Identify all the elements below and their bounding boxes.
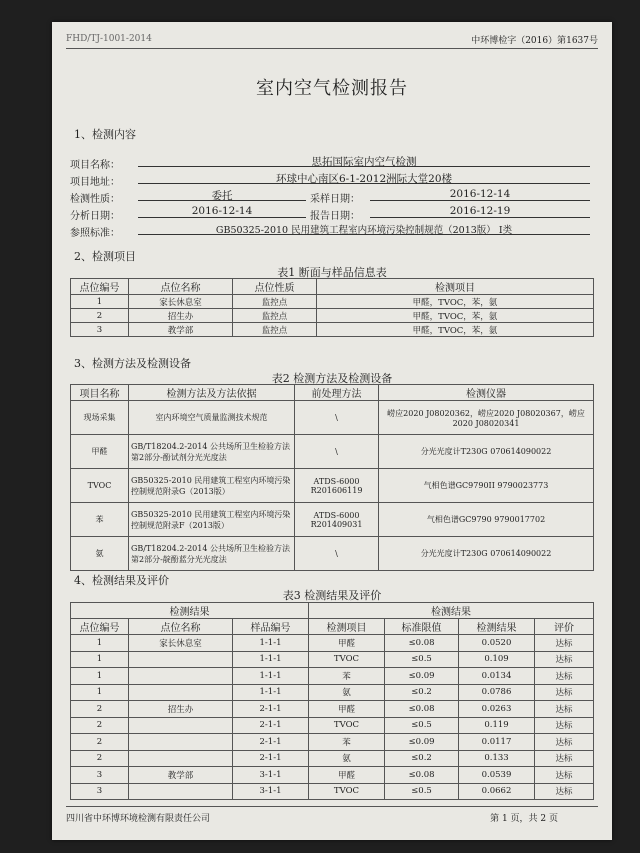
col-header: 点位性质 <box>233 279 317 295</box>
col-header: 检测方法及方法依据 <box>129 385 295 401</box>
cell: 0.0263 <box>459 701 535 718</box>
cell: ≤0.2 <box>385 750 459 767</box>
cell: ≤0.08 <box>385 701 459 718</box>
cell: ATDS-6000 R201606119 <box>295 469 379 503</box>
col-header: 项目名称 <box>71 385 129 401</box>
cell: GB/T18204.2-2014 公共场所卫生检验方法 第2部分-酚试剂分光光度法 <box>129 435 295 469</box>
cell: 室内环境空气质量监测技术规范 <box>129 401 295 435</box>
col-header: 点位名称 <box>129 619 233 635</box>
cell: 1-1-1 <box>233 651 309 668</box>
cell: 甲醛，TVOC，苯，氨 <box>317 309 594 323</box>
cell <box>129 750 233 767</box>
doc-code: FHD/TJ-1001-2014 <box>66 34 152 44</box>
standard-label: 参照标准： <box>70 228 120 239</box>
cell: 3 <box>71 323 129 337</box>
section-heading-items: 2、检测项目 <box>74 250 136 263</box>
cell: \ <box>295 401 379 435</box>
address-label: 项目地址： <box>70 177 120 188</box>
cell: 2 <box>71 750 129 767</box>
cell: 3 <box>71 783 129 800</box>
cell: GB50325-2010 民用建筑工程室内环境污染控制规范附录F（2013版） <box>129 503 295 537</box>
table-row <box>71 635 594 652</box>
cell: 监控点 <box>233 309 317 323</box>
page-header <box>66 32 598 49</box>
table-row <box>71 323 594 337</box>
results-table <box>70 602 594 800</box>
table-row <box>71 401 594 435</box>
col-header: 点位编号 <box>71 619 129 635</box>
table-row <box>71 435 594 469</box>
cell: 0.0539 <box>459 767 535 784</box>
cell <box>129 668 233 685</box>
col-header: 评价 <box>535 619 594 635</box>
table-row <box>71 717 594 734</box>
cell: 苯 <box>309 668 385 685</box>
table-row <box>71 684 594 701</box>
cell: 1 <box>71 651 129 668</box>
cell: 0.109 <box>459 651 535 668</box>
table1-caption: 表1 断面与样品信息表 <box>277 266 387 279</box>
col-header: 点位编号 <box>71 279 129 295</box>
cell: 现场采集 <box>71 401 129 435</box>
col-header: 样品编号 <box>233 619 309 635</box>
analysis-date-value: 2016-12-14 <box>138 205 306 218</box>
table-row <box>71 295 594 309</box>
cell: 2 <box>71 701 129 718</box>
cell <box>129 734 233 751</box>
cell <box>129 783 233 800</box>
cell: 2-1-1 <box>233 701 309 718</box>
cell: 1 <box>71 295 129 309</box>
cell: ≤0.2 <box>385 684 459 701</box>
cell: 甲醛，TVOC，苯，氨 <box>317 295 594 309</box>
cell: 达标 <box>535 734 594 751</box>
table-row <box>71 503 594 537</box>
cell: 甲醛 <box>309 635 385 652</box>
cell: 崂应2020 J08020362，崂应2020 J08020367，崂应2020 J08020341 <box>379 401 594 435</box>
cell: 分光光度计T230G 070614090022 <box>379 537 594 571</box>
report-number: 中环博检字（2016）第1637号 <box>471 36 598 46</box>
group-header: 检测结果 <box>71 603 309 619</box>
sample-info-table <box>70 278 594 337</box>
cell: 苯 <box>71 503 129 537</box>
cell: 达标 <box>535 651 594 668</box>
cell: 教学部 <box>129 767 233 784</box>
cell: 1 <box>71 668 129 685</box>
cell: TVOC <box>309 783 385 800</box>
cell: 2 <box>71 734 129 751</box>
report-date-label: 报告日期： <box>310 211 360 222</box>
cell: 氨 <box>309 750 385 767</box>
cell: ATDS-6000 R201409031 <box>295 503 379 537</box>
cell: TVOC <box>309 651 385 668</box>
report-date-value: 2016-12-19 <box>370 205 590 218</box>
cell: GB50325-2010 民用建筑工程室内环境污染控制规范附录G（2013版） <box>129 469 295 503</box>
col-header: 前处理方法 <box>295 385 379 401</box>
cell: 0.0786 <box>459 684 535 701</box>
table2-caption: 表2 检测方法及检测设备 <box>271 372 393 385</box>
section-heading-methods: 3、检测方法及检测设备 <box>74 357 191 370</box>
table-row <box>71 651 594 668</box>
cell: 2 <box>71 309 129 323</box>
nature-value: 委托 <box>138 188 306 201</box>
cell: ≤0.09 <box>385 668 459 685</box>
analysis-date-label: 分析日期： <box>70 211 120 222</box>
project-value: 思拓国际室内空气检测 <box>138 154 590 167</box>
cell: 0.0520 <box>459 635 535 652</box>
cell: 1-1-1 <box>233 668 309 685</box>
cell: ≤0.5 <box>385 717 459 734</box>
cell: 甲醛 <box>309 767 385 784</box>
sample-date-value: 2016-12-14 <box>370 188 590 201</box>
col-header: 检测仪器 <box>379 385 594 401</box>
report-page <box>52 22 612 840</box>
cell: 招生办 <box>129 701 233 718</box>
table-row <box>71 469 594 503</box>
cell: 达标 <box>535 668 594 685</box>
cell: GB/T18204.2-2014 公共场所卫生检验方法 第2部分-靛酚蓝分光光度法 <box>129 537 295 571</box>
table-row <box>71 309 594 323</box>
cell: 甲醛，TVOC，苯，氨 <box>317 323 594 337</box>
table-row <box>71 734 594 751</box>
table-row <box>71 783 594 800</box>
cell: 甲醛 <box>71 435 129 469</box>
cell: 达标 <box>535 750 594 767</box>
cell: 2-1-1 <box>233 734 309 751</box>
cell: 1 <box>71 684 129 701</box>
project-label: 项目名称： <box>70 160 120 171</box>
cell: 3-1-1 <box>233 783 309 800</box>
cell: 1-1-1 <box>233 635 309 652</box>
cell: 家长休息室 <box>129 295 233 309</box>
cell: 0.133 <box>459 750 535 767</box>
table-row <box>71 537 594 571</box>
table-row <box>71 701 594 718</box>
cell: 3 <box>71 767 129 784</box>
cell <box>129 651 233 668</box>
cell: 2 <box>71 717 129 734</box>
cell: ≤0.5 <box>385 651 459 668</box>
col-header: 标准限值 <box>385 619 459 635</box>
cell: ≤0.08 <box>385 635 459 652</box>
cell: 达标 <box>535 717 594 734</box>
cell: TVOC <box>309 717 385 734</box>
cell: 达标 <box>535 684 594 701</box>
cell: 2-1-1 <box>233 717 309 734</box>
cell: TVOC <box>71 469 129 503</box>
col-header: 检测结果 <box>459 619 535 635</box>
company-name: 四川省中环博环境检测有限责任公司 <box>66 814 211 824</box>
cell: 气相色谱GC9790 9790017702 <box>379 503 594 537</box>
cell: 教学部 <box>129 323 233 337</box>
group-header: 检测结果 <box>309 603 594 619</box>
cell: 分光光度计T230G 070614090022 <box>379 435 594 469</box>
cell: 监控点 <box>233 323 317 337</box>
sample-date-label: 采样日期： <box>310 194 360 205</box>
cell: \ <box>295 435 379 469</box>
table-row <box>71 750 594 767</box>
cell: 0.0117 <box>459 734 535 751</box>
page-footer <box>66 806 598 824</box>
cell: 达标 <box>535 701 594 718</box>
cell: 2-1-1 <box>233 750 309 767</box>
cell: ≤0.5 <box>385 783 459 800</box>
address-value: 环球中心南区6-1-2012洲际大堂20楼 <box>138 171 590 184</box>
report-title: 室内空气检测报告 <box>256 78 408 99</box>
nature-label: 检测性质： <box>70 194 120 205</box>
cell: 0.119 <box>459 717 535 734</box>
col-header: 点位名称 <box>129 279 233 295</box>
cell: 气相色谱GC9790II 9790023773 <box>379 469 594 503</box>
cell: 监控点 <box>233 295 317 309</box>
cell: 3-1-1 <box>233 767 309 784</box>
table-row <box>71 767 594 784</box>
cell: 苯 <box>309 734 385 751</box>
cell <box>129 717 233 734</box>
cell: 1-1-1 <box>233 684 309 701</box>
cell: 0.0134 <box>459 668 535 685</box>
page-number: 第 1 页，共 2 页 <box>490 814 558 824</box>
cell <box>129 684 233 701</box>
section-heading-results: 4、检测结果及评价 <box>74 574 169 587</box>
col-header: 检测项目 <box>309 619 385 635</box>
standard-value: GB50325-2010 民用建筑工程室内环境污染控制规范（2013版） I类 <box>138 222 590 235</box>
methods-table <box>70 384 594 571</box>
cell: 招生办 <box>129 309 233 323</box>
cell: 达标 <box>535 767 594 784</box>
cell: 家长休息室 <box>129 635 233 652</box>
cell: 氨 <box>309 684 385 701</box>
table-row <box>71 668 594 685</box>
cell: ≤0.09 <box>385 734 459 751</box>
cell: 0.0662 <box>459 783 535 800</box>
cell: 甲醛 <box>309 701 385 718</box>
cell: 氨 <box>71 537 129 571</box>
cell: ≤0.08 <box>385 767 459 784</box>
cell: 1 <box>71 635 129 652</box>
cell: 达标 <box>535 635 594 652</box>
cell: 达标 <box>535 783 594 800</box>
section-heading-content: 1、检测内容 <box>74 128 136 141</box>
table3-caption: 表3 检测结果及评价 <box>282 589 382 602</box>
col-header: 检测项目 <box>317 279 594 295</box>
cell: \ <box>295 537 379 571</box>
